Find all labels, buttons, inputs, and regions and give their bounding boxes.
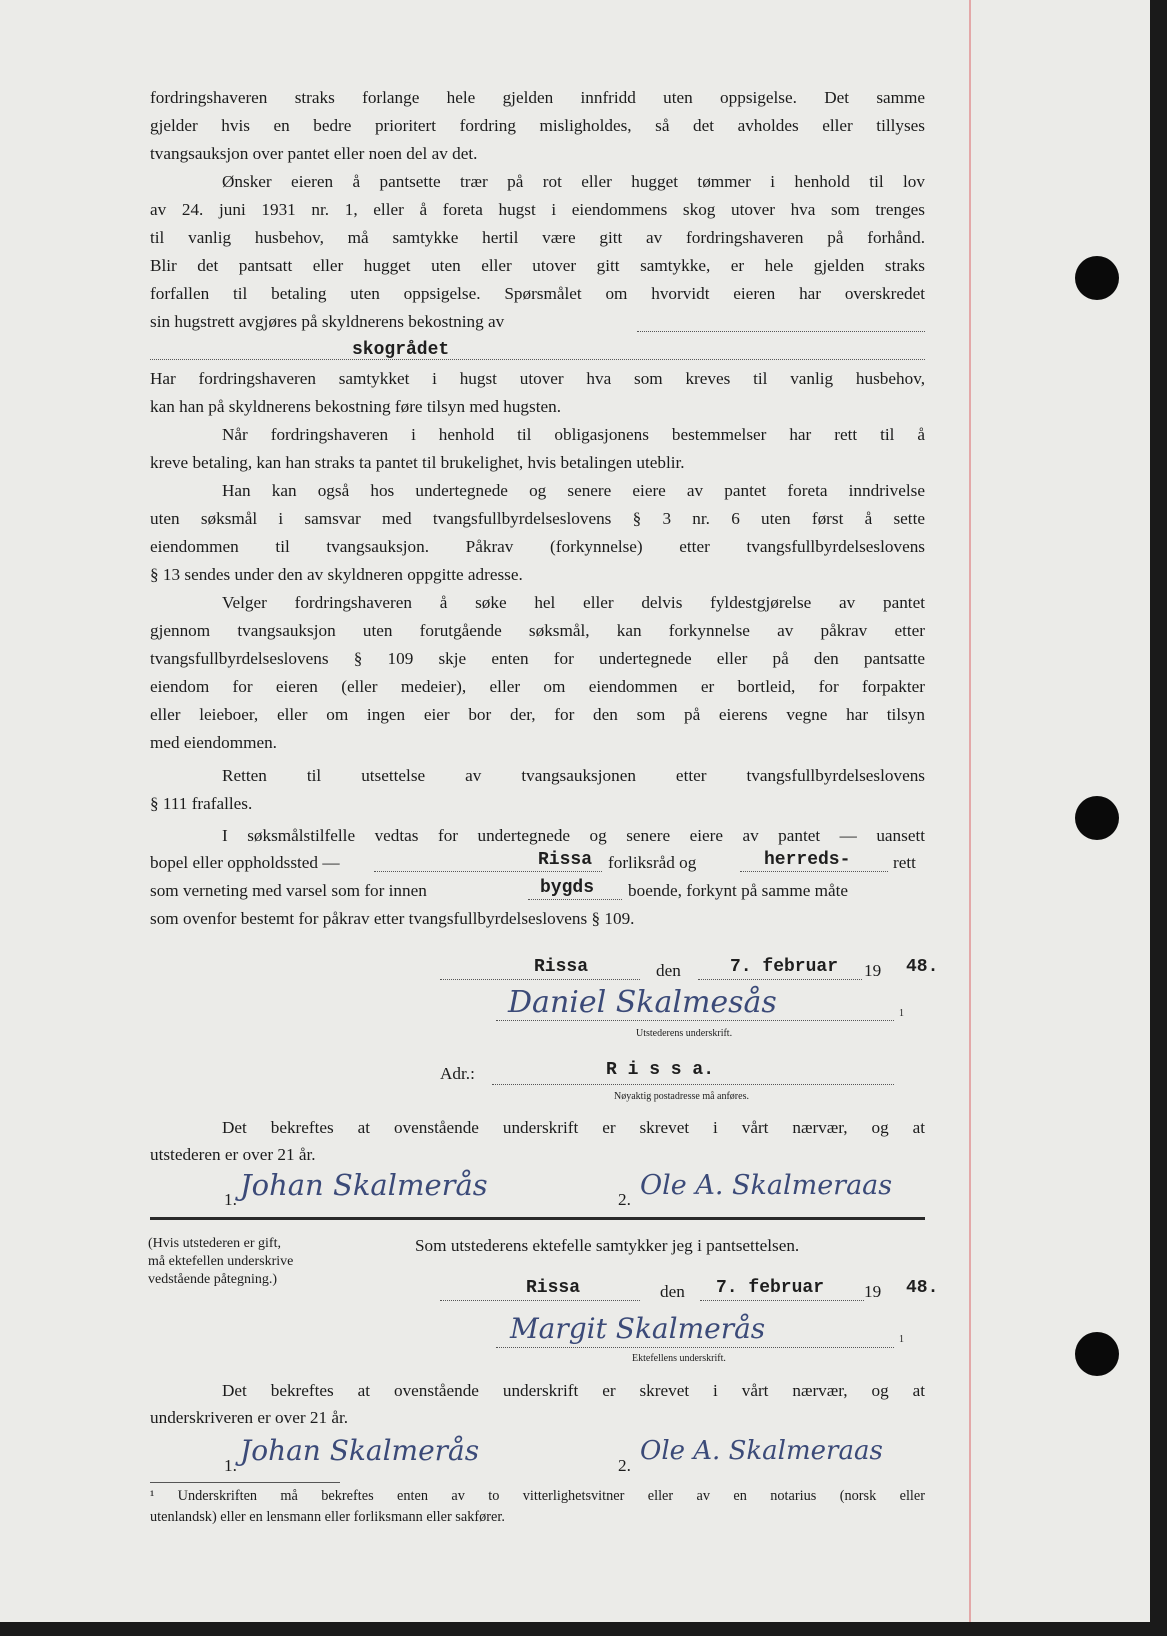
issuer-place: Rissa <box>534 957 589 977</box>
witness1-num: 1. <box>224 1190 237 1209</box>
body-line: Har fordringshaveren samtykket i hugst utover hva som kreves til vanlig husbehov, <box>150 369 925 388</box>
body-line: Ønsker eieren å pantsette trær på rot eller hugget tømmer i henhold til lov <box>222 172 925 191</box>
body-line: eller leieboer, eller om ingen eier bor der, for den som på eierens vegne har tilsyn <box>150 705 925 724</box>
venue-line-3: som ovenfor bestemt for påkrav etter tvangsfullbyrdelseslovens § 109. <box>150 909 635 928</box>
body-line: av 24. juni 1931 nr. 1, eller å foreta hugst i eiendommens skog utover hva som trenges <box>150 200 925 219</box>
issuer-den: den <box>656 961 681 980</box>
fill-line <box>492 1084 894 1085</box>
fill-line <box>528 899 622 900</box>
section-divider <box>150 1217 925 1220</box>
address-caption: Nøyaktig postadresse må anføres. <box>614 1091 749 1102</box>
body-line: gjennom tvangsauksjon uten forutgående søksmål, kan forkynnelse av påkrav etter <box>150 621 925 640</box>
address-label: Adr.: <box>440 1064 475 1083</box>
issuer-caption: Utstederens underskrift. <box>636 1028 733 1039</box>
body-line: Retten til utsettelse av tvangsauksjonen etter tvangsfullbyrdelseslovens <box>222 766 925 785</box>
fill-line <box>698 979 862 980</box>
venue-court: herreds- <box>764 850 851 870</box>
body-line: § 13 sendes under den av skyldneren oppgitte adresse. <box>150 565 523 584</box>
venue-middle: forliksråd og <box>608 853 697 872</box>
spouse-den: den <box>660 1282 685 1301</box>
body-line: I søksmålstilfelle vedtas for undertegnede og senere eiere av pantet — uansett <box>222 826 925 845</box>
punch-hole <box>1075 1332 1119 1376</box>
witness-text: Det bekreftes at ovenstående underskrift er skrevet i vårt nærvær, og at <box>222 1381 925 1400</box>
fill-line <box>440 979 640 980</box>
body-line: Han kan også hos undertegnede og senere eiere av pantet foreta inndrivelse <box>222 481 925 500</box>
witness-text: underskriveren er over 21 år. <box>150 1408 349 1427</box>
spouse-place: Rissa <box>526 1278 581 1298</box>
spouse-year: 48. <box>906 1278 939 1298</box>
venue-place: Rissa <box>538 850 593 870</box>
witness-text: utstederen er over 21 år. <box>150 1145 316 1164</box>
footnote-mark: 1 <box>899 1008 904 1019</box>
venue-suffix: rett <box>893 853 916 872</box>
body-line: § 111 frafalles. <box>150 794 253 813</box>
spouse-signature: Margit Skalmerås <box>510 1312 766 1345</box>
body-line: sin hugstrett avgjøres på skyldnerens bekostning av <box>150 312 505 331</box>
spouse-consent: Som utstederens ektefelle samtykker jeg i pantsettelsen. <box>415 1236 800 1255</box>
margin-line <box>969 0 971 1622</box>
witness-text: Det bekreftes at ovenstående underskrift er skrevet i vårt nærvær, og at <box>222 1118 925 1137</box>
fill-line <box>637 331 925 332</box>
footnote-line: utenlandsk) eller en lensmann eller forliksmann eller sakfører. <box>150 1509 505 1525</box>
body-line: med eiendommen. <box>150 733 277 752</box>
fill-line <box>150 359 925 360</box>
body-line: eiendommen til tvangsauksjon. Påkrav (forkynnelse) etter tvangsfullbyrdelseslovens <box>150 537 925 556</box>
venue-prefix-2: som verneting med varsel som for innen <box>150 881 427 900</box>
body-line: gjelder hvis en bedre prioritert fordring misligholdes, så det avholdes eller tillyses <box>150 116 925 135</box>
body-line: kan han på skyldnerens bekostning føre tilsyn med hugsten. <box>150 397 561 416</box>
body-line: Blir det pantsatt eller hugget uten eller utover gitt samtykke, er hele gjelden straks <box>150 256 925 275</box>
address-value: R i s s a. <box>606 1060 715 1080</box>
footnote-line: ¹ Underskriften må bekreftes enten av to vitterlighetsvitner eller av en notarius (norsk eller <box>150 1488 925 1504</box>
spouse-date: 7. februar <box>716 1278 825 1298</box>
venue-suffix-2: boende, forkynt på samme måte <box>628 881 849 900</box>
witness4-signature: Ole A. Skalmeraas <box>640 1436 883 1466</box>
spouse-caption: Ektefellens underskrift. <box>632 1353 726 1364</box>
issuer-year-prefix: 19 <box>864 961 882 980</box>
witness2-num: 2. <box>618 1190 631 1209</box>
footnote-rule <box>150 1482 340 1483</box>
punch-hole <box>1075 256 1119 300</box>
venue-prefix: bopel eller oppholdssted — <box>150 853 340 872</box>
witness3-num: 1. <box>224 1456 237 1475</box>
fill-line <box>700 1300 864 1301</box>
spouse-year-prefix: 19 <box>864 1282 882 1301</box>
side-note: (Hvis utstederen er gift, <box>148 1236 281 1251</box>
witness4-num: 2. <box>618 1456 631 1475</box>
body-line: Når fordringshaveren i henhold til obligasjonens bestemmelser har rett til å <box>222 425 925 444</box>
forest-authority: skogrådet <box>352 340 450 360</box>
witness3-signature: Johan Skalmerås <box>240 1434 480 1467</box>
body-line: Velger fordringshaveren å søke hel eller delvis fyldestgjørelse av pantet <box>222 593 925 612</box>
witness2-signature: Ole A. Skalmeraas <box>640 1170 893 1201</box>
venue-area: bygds <box>540 878 595 898</box>
body-line: forfallen til betaling uten oppsigelse. Spørsmålet om hvorvidt eieren har overskredet <box>150 284 925 303</box>
body-line: tvangsfullbyrdelseslovens § 109 skje enten for undertegnede eller på den pantsatte <box>150 649 925 668</box>
footnote-mark: 1 <box>899 1334 904 1345</box>
side-note: vedstående påtegning.) <box>148 1272 278 1287</box>
signature-line <box>496 1020 894 1021</box>
body-line: uten søksmål i samsvar med tvangsfullbyrdelseslovens § 3 nr. 6 uten først å sette <box>150 509 925 528</box>
signature-line <box>496 1347 894 1348</box>
side-note: må ektefellen underskrive <box>148 1254 294 1269</box>
body-line: til vanlig husbehov, må samtykke hertil være gitt av fordringshaveren på forhånd. <box>150 228 925 247</box>
punch-hole <box>1075 796 1119 840</box>
body-line: eiendom for eieren (eller medeier), eller om eiendommen er bortleid, for forpakter <box>150 677 925 696</box>
fill-line <box>440 1300 640 1301</box>
issuer-signature: Daniel Skalmesås <box>508 985 777 1020</box>
witness1-signature: Johan Skalmerås <box>240 1168 488 1202</box>
body-line: tvangsauksjon over pantet eller noen del av det. <box>150 144 478 163</box>
body-line: kreve betaling, kan han straks ta pantet til brukelighet, hvis betalingen uteblir. <box>150 453 685 472</box>
fill-line <box>374 871 602 872</box>
issuer-year: 48. <box>906 957 939 977</box>
issuer-date: 7. februar <box>730 957 839 977</box>
fill-line <box>740 871 888 872</box>
body-line: fordringshaveren straks forlange hele gjelden innfridd uten oppsigelse. Det samme <box>150 88 925 107</box>
